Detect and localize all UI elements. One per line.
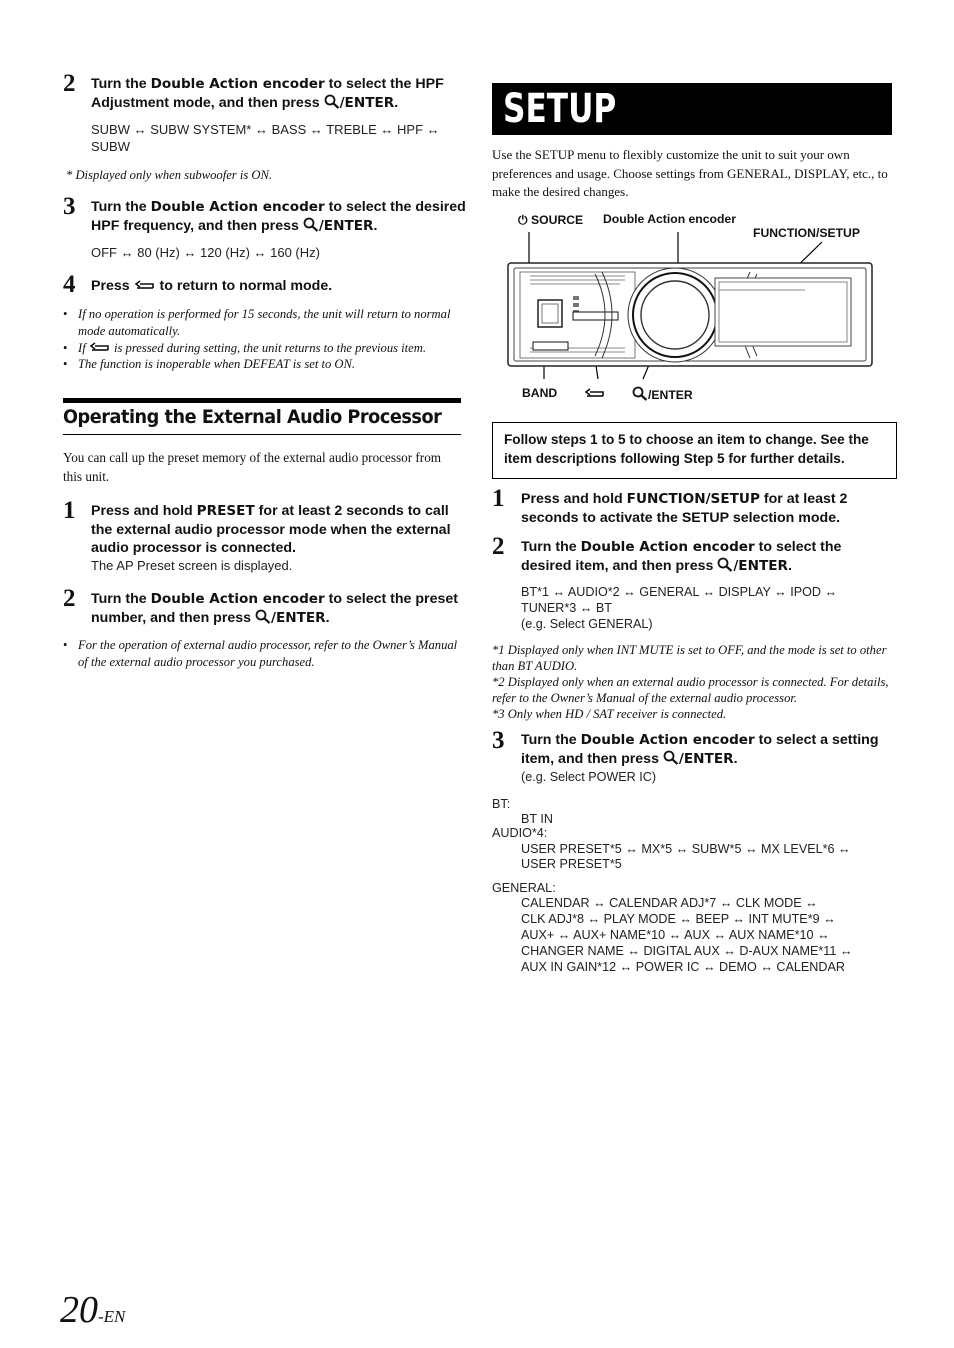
general-items: AUX IN GAIN*12 ↔ POWER IC ↔ DEMO ↔ CALENDAR: [521, 960, 845, 974]
step-instruction: Turn the Double Action encoder to select the desired HPF frequency, and then press /ENTER.: [91, 199, 466, 234]
general-items: CALENDAR ↔ CALENDAR ADJ*7 ↔ CLK MODE ↔: [521, 896, 818, 910]
page-number: 20-EN: [60, 1289, 126, 1331]
audio-label: AUDIO*4:: [492, 826, 548, 840]
step-number: 3: [492, 727, 505, 754]
step-instruction: Turn the Double Action encoder to select the HPF Adjustment mode, and then press /ENTER.: [91, 76, 444, 111]
return-icon: [89, 340, 111, 353]
step-number: 2: [492, 533, 505, 560]
example-text: (e.g. Select POWER IC): [521, 770, 657, 784]
footnote: *1 Displayed only when INT MUTE is set to OFF, and the mode is set to other than BT AUDIO.: [492, 643, 887, 674]
audio-items: USER PRESET*5: [521, 857, 622, 871]
general-label: GENERAL:: [492, 881, 556, 895]
label-encoder: Double Action encoder: [603, 212, 736, 226]
step-number: 3: [63, 193, 76, 220]
note-bullet: • The function is inoperable when DEFEAT is set to ON.: [63, 356, 463, 373]
footnote: * Displayed only when subwoofer is ON.: [66, 168, 273, 182]
step-instruction: Press and hold FUNCTION/SETUP for at least 2 seconds to activate the SETUP selection mode.: [521, 491, 848, 526]
label-band: BAND: [522, 386, 558, 400]
audio-items: USER PRESET*5 ↔ MX*5 ↔ SUBW*5 ↔ MX LEVEL*6 ↔: [521, 842, 851, 856]
search-icon: [632, 386, 648, 401]
section-intro: You can call up the preset memory of the external audio processor from this unit.: [63, 450, 442, 484]
search-icon: [663, 750, 679, 765]
note-bullet: • If is pressed during setting, the unit returns to the previous item.: [63, 340, 463, 357]
page-title: SETUP: [503, 86, 617, 132]
step-instruction: Turn the Double Action encoder to select the desired item, and then press /ENTER.: [521, 539, 842, 574]
footnote: *3 Only when HD / SAT receiver is connected.: [492, 707, 727, 721]
note-bullet: • If no operation is performed for 15 seconds, the unit will return to normal mode automatically.: [63, 306, 463, 339]
example-text: (e.g. Select GENERAL): [521, 617, 653, 631]
step-number: 2: [63, 70, 76, 97]
section-underline: [63, 434, 461, 435]
label-source: ⏻ SOURCE: [518, 213, 584, 227]
search-icon: [324, 94, 340, 109]
frequency-sequence: OFF ↔ 80 (Hz) ↔ 120 (Hz) ↔ 160 (Hz): [91, 245, 320, 260]
headunit-diagram: [505, 232, 877, 382]
instruction-box: Follow steps 1 to 5 to choose an item to change. See the item descriptions following Step 5 for further details.: [492, 422, 897, 479]
step-number: 1: [492, 485, 505, 512]
step-instruction: Turn the Double Action encoder to select the preset number, and then press /ENTER.: [91, 591, 458, 626]
title-banner: [492, 83, 892, 135]
step-instruction: Turn the Double Action encoder to select a setting item, and then press /ENTER.: [521, 732, 879, 767]
bt-items: BT IN: [521, 812, 553, 826]
setup-intro: Use the SETUP menu to flexibly customize the unit to suit your own preferences and usage. Choose settings from GENERAL, DISPLAY, etc., to make the desired changes.: [492, 147, 888, 199]
search-icon: [255, 609, 271, 624]
label-function: FUNCTION/SETUP: [753, 226, 860, 240]
label-enter: /ENTER: [632, 386, 693, 402]
menu-sequence: BT*1 ↔ AUDIO*2 ↔ GENERAL ↔ DISPLAY ↔ IPOD ↔: [521, 585, 838, 599]
step-instruction: Press to return to normal mode.: [91, 278, 333, 294]
footnote: *2 Displayed only when an external audio processor is connected. For details, refer to the Owner’s Manual of the external audio processor.: [492, 675, 889, 706]
step-instruction: Press and hold PRESET for at least 2 seconds to call the external audio processor mode when the external audio processor is connected.: [91, 503, 451, 556]
section-title: Operating the External Audio Processor: [63, 406, 442, 428]
mode-sequence: SUBW ↔ SUBW SYSTEM* ↔ BASS ↔ TREBLE ↔ HPF ↔ SUBW: [91, 122, 440, 154]
general-items: CHANGER NAME ↔ DIGITAL AUX ↔ D-AUX NAME*11 ↔: [521, 944, 853, 958]
return-icon: [584, 386, 606, 399]
step-number: 2: [63, 585, 76, 612]
step-result: The AP Preset screen is displayed.: [91, 558, 293, 573]
general-items: AUX+ ↔ AUX+ NAME*10 ↔ AUX ↔ AUX NAME*10 ↔: [521, 928, 830, 942]
step-number: 4: [63, 271, 76, 298]
note-bullet: • For the operation of external audio processor, refer to the Owner’s Manual of the external audio processor you purchased.: [63, 637, 468, 670]
menu-sequence: TUNER*3 ↔ BT: [521, 601, 612, 615]
return-icon: [134, 278, 156, 291]
search-icon: [303, 217, 319, 232]
general-items: CLK ADJ*8 ↔ PLAY MODE ↔ BEEP ↔ INT MUTE*9 ↔: [521, 912, 836, 926]
step-number: 1: [63, 497, 76, 524]
search-icon: [717, 557, 733, 572]
bt-label: BT:: [492, 797, 511, 811]
